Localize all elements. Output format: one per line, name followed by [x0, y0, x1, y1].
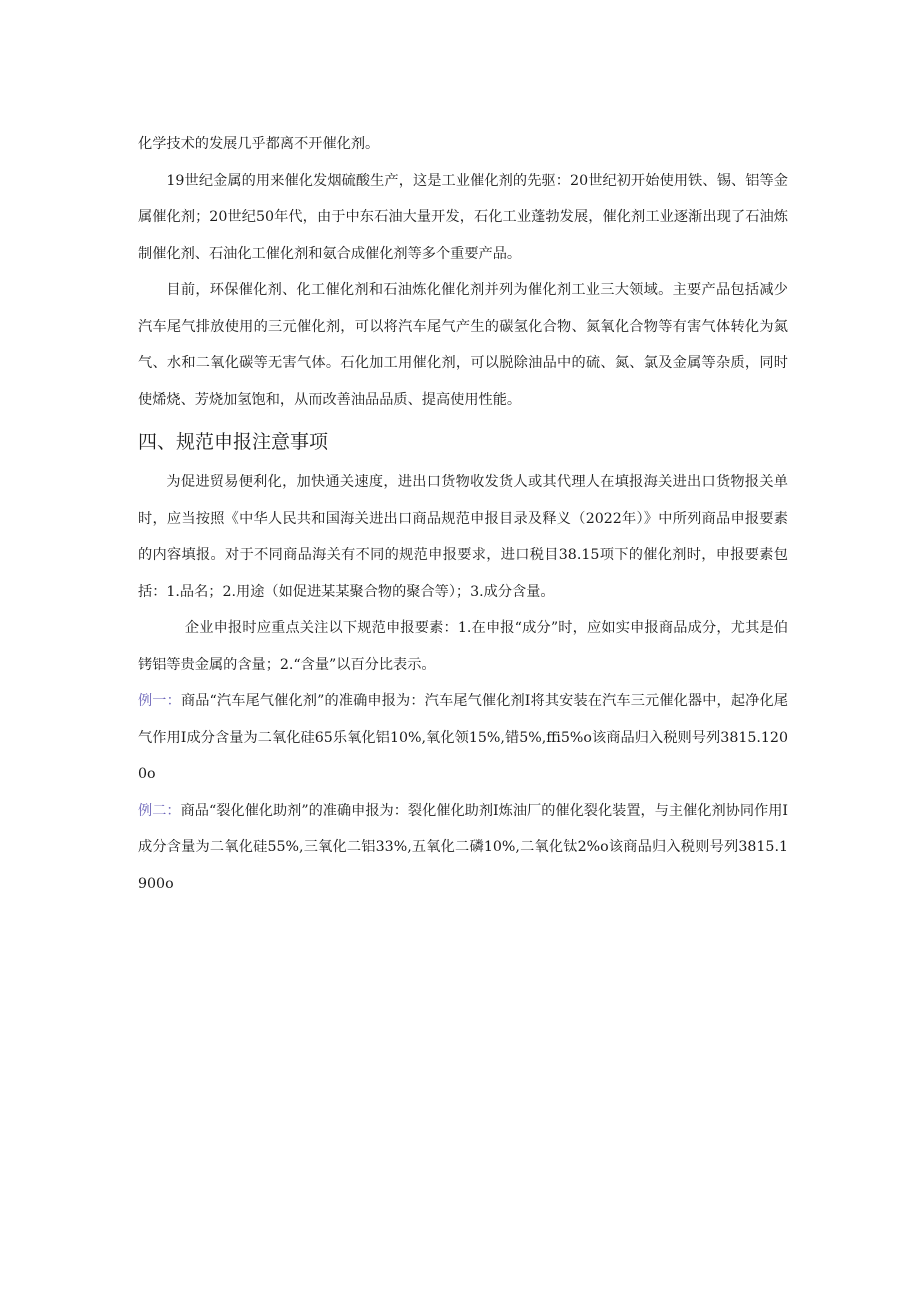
example-two-label: 例二： [138, 802, 181, 819]
example-two-text: 商品“裂化催化助剂”的准确申报为：裂化催化助剂I炼油厂的催化裂化装置，与主催化剂协同作用I成分含量为二氧化硅55%,三氧化二铝33%,五氧化二磷10%,二氧化钛2%o该商品归入税则号列3815.1900o [138, 802, 788, 892]
document-page [138, 126, 788, 902]
paragraph-current-fields: 目前，环保催化剂、化工催化剂和石油炼化催化剂并列为催化剂工业三大领域。主要产品包括减少汽车尾气排放使用的三元催化剂，可以将汽车尾气产生的碳氢化合物、氮氧化合物等有害气体转化为氮气、水和二氧化碳等无害气体。石化加工用催化剂，可以脱除油品中的硫、氮、氯及金属等杂质，同时使烯烧、芳烧加氢饱和，从而改善油品品质、提高使用性能。 [138, 282, 788, 408]
paragraph-intro-end: 化学技术的发展几乎都离不开催化剂。 [138, 136, 380, 152]
section-heading: 四、规范申报注意事项 [138, 431, 329, 453]
example-two [138, 793, 788, 903]
paragraph-history: 19世纪金属的用来催化发烟硫酸生产，这是工业催化剂的先驱：20世纪初开始使用铁、锡、铝等金属催化剂；20世纪50年代，由于中东石油大量开发，石化工业蓬勃发展，催化剂工业逐渐出现了石油炼制催化剂、石油化工催化剂和氨合成催化剂等多个重要产品。 [138, 172, 788, 262]
example-one-text: 商品“汽车尾气催化剂”的准确申报为：汽车尾气催化剂I将其安装在汽车三元催化器中，起净化尾气作用I成分含量为二氧化硅65乐氧化铝10%,氧化领15%,错5%,ffi5%o该商品归入税则号列3815.1200o [138, 693, 788, 782]
paragraph-declaration-rules: 为促进贸易便利化，加快通关速度，进出口货物收发货人或其代理人在填报海关进出口货物报关单时，应当按照《中华人民共和国海关进出口商品规范申报目录及释义（2022年）》中所列商品申报要素的内容填报。对于不同商品海关有不同的规范申报要求，进口税目38.15项下的催化剂时，申报要素包括：1.品名；2.用途（如促进某某聚合物的聚合等）；3.成分含量。 [138, 474, 788, 600]
example-one [138, 683, 788, 793]
paragraph-declaration-focus: 企业申报时应重点关注以下规范申报要素：1.在申报“成分”时，应如实申报商品成分，尤其是伯铐铝等贵金属的含量；2.“含量”以百分比表示。 [138, 620, 788, 673]
example-one-label: 例一： [138, 693, 181, 709]
